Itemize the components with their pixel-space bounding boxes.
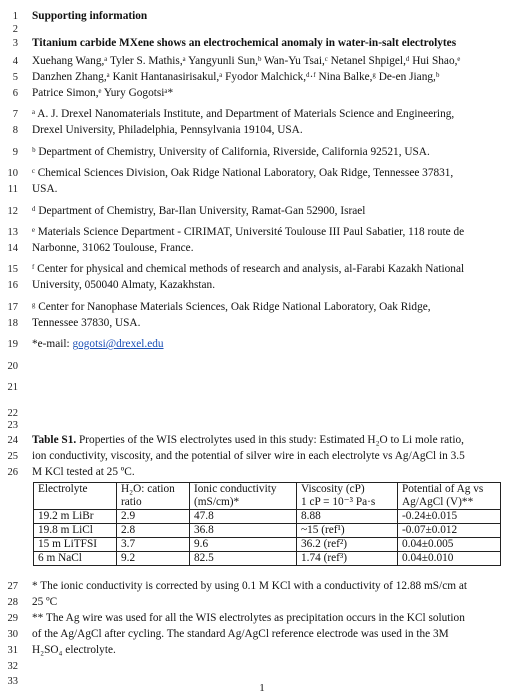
- table-cell: 19.8 m LiCl: [34, 524, 117, 538]
- table-row: [34, 552, 501, 566]
- affiliation-c-line-2: USA.: [32, 183, 58, 195]
- line-number: 7: [12, 109, 18, 120]
- table-cell: 1.74 (ref³): [297, 552, 398, 566]
- line-number: 15: [7, 264, 18, 275]
- line-number: 22: [7, 408, 18, 419]
- line-number: 24: [7, 435, 18, 446]
- line-number: 11: [7, 184, 18, 195]
- table-header-cell: [117, 483, 190, 510]
- line-number: 17: [7, 302, 18, 313]
- table-row: [34, 510, 501, 524]
- header-line: Electrolyte: [38, 483, 88, 495]
- header-line: H₂O: cation: [121, 483, 175, 495]
- line-number: 29: [7, 613, 18, 624]
- table-cell: 2.8: [117, 524, 190, 538]
- affiliation-a-line-1: ᵃ A. J. Drexel Nanomaterials Institute, and Department of Materials Science and Engineering,: [32, 108, 455, 120]
- header-line: 1 cP = 10⁻³ Pa·s: [301, 496, 376, 508]
- email-link[interactable]: gogotsi@drexel.edu: [72, 338, 164, 350]
- header-line: Ionic conductivity: [194, 483, 277, 495]
- table-cell: 6 m NaCl: [34, 552, 117, 566]
- affiliation-f-line-2: University, 050040 Almaty, Kazakhstan.: [32, 279, 216, 291]
- footnote-2-line-2: of the Ag/AgCl after cycling. The standard Ag/AgCl reference electrode was used in the 3M: [32, 628, 449, 640]
- line-number: 18: [7, 318, 18, 329]
- table-cell: 15 m LiTFSI: [34, 538, 117, 552]
- electrolyte-table: [33, 482, 501, 566]
- line-number: 6: [12, 88, 18, 99]
- line-number: 8: [12, 125, 18, 136]
- line-number: 25: [7, 451, 18, 462]
- table-cell: 8.88: [297, 510, 398, 524]
- affiliation-g-line-1: ᵍ Center for Nanophase Materials Sciences, Oak Ridge National Laboratory, Oak Ridge,: [32, 301, 431, 313]
- table-cell: 3.7: [117, 538, 190, 552]
- header-line: Viscosity (cP): [301, 483, 365, 495]
- table-header-cell: [297, 483, 398, 510]
- table-cell: 82.5: [190, 552, 297, 566]
- line-number: 2: [12, 24, 18, 35]
- line-number: 31: [7, 645, 18, 656]
- table-cell: 47.8: [190, 510, 297, 524]
- line-number: 33: [7, 676, 18, 687]
- affiliation-f-line-1: ᶠ Center for physical and chemical methods of research and analysis, al-Farabi Kazakh National: [32, 263, 465, 275]
- line-number: 9: [12, 147, 18, 158]
- table-cell: 19.2 m LiBr: [34, 510, 117, 524]
- line-number: 28: [7, 597, 18, 608]
- affiliation-g-line-2: Tennessee 37830, USA.: [32, 317, 141, 329]
- email-line: [32, 338, 502, 351]
- line-number: 5: [12, 72, 18, 83]
- email-label: *e-mail:: [32, 338, 73, 350]
- paper-title: Titanium carbide MXene shows an electrochemical anomaly in water-in-salt electrolytes: [32, 37, 457, 49]
- affiliation-e-line-2: Narbonne, 31062 Toulouse, France.: [32, 242, 194, 254]
- line-number: 19: [7, 339, 18, 350]
- header-line: ratio: [121, 496, 142, 508]
- authors-line-2: Danzhen Zhang,ᵃ Kanit Hantanasirisakul,ᵃ Fyodor Malchick,ᵈ·ᶠ Nina Balke,ᵍ De-en Jiang,ᵇ: [32, 71, 440, 83]
- footnote-2-line-3: H₂SO₄ electrolyte.: [32, 644, 116, 656]
- line-number: 10: [7, 168, 18, 179]
- table-header-cell: [190, 483, 297, 510]
- footnote-2-line-1: ** The Ag wire was used for all the WIS electrolytes as precipitation occurs in the KCl solution: [32, 612, 465, 624]
- table-cell: 36.2 (ref²): [297, 538, 398, 552]
- table-header-row: [34, 483, 501, 510]
- authors-line-1: Xuehang Wang,ᵃ Tyler S. Mathis,ᵃ Yangyunli Sun,ᵇ Wan-Yu Tsai,ᶜ Netanel Shpigel,ᵈ Hui Shao,ᵉ: [32, 55, 461, 67]
- table-cell: 9.6: [190, 538, 297, 552]
- line-number: 4: [12, 56, 18, 67]
- footnote-1-line-1: * The ionic conductivity is corrected by using 0.1 M KCl with a conductivity of 12.88 mS/cm at: [32, 580, 467, 592]
- header-line: Potential of Ag vs: [402, 483, 484, 495]
- affiliation-c-line-1: ᶜ Chemical Sciences Division, Oak Ridge National Laboratory, Oak Ridge, Tennessee 37831,: [32, 167, 454, 179]
- table-cell: 2.9: [117, 510, 190, 524]
- line-number: 14: [7, 243, 18, 254]
- footnote-1-line-2: 25 ºC: [32, 596, 58, 608]
- table-cell: 36.8: [190, 524, 297, 538]
- table-caption-line-3: M KCl tested at 25 ºC.: [32, 466, 135, 478]
- page-number: 1: [259, 682, 265, 694]
- table-row: [34, 524, 501, 538]
- line-number: 30: [7, 629, 18, 640]
- table-cell: -0.24±0.015: [398, 510, 501, 524]
- table-caption-line-1: [32, 434, 502, 447]
- table-cell: 0.04±0.010: [398, 552, 501, 566]
- table-caption-text: Properties of the WIS electrolytes used in this study: Estimated H₂O to Li mole ratio,: [76, 434, 464, 446]
- table-cell: ~15 (ref¹): [297, 524, 398, 538]
- line-number: 13: [7, 227, 18, 238]
- line-number: 21: [7, 382, 18, 393]
- affiliation-e-line-1: ᵉ Materials Science Department - CIRIMAT, Université Toulouse III Paul Sabatier, 118 route de: [32, 226, 465, 238]
- table-cell: 0.04±0.005: [398, 538, 501, 552]
- line-number: 16: [7, 280, 18, 291]
- affiliation-d: ᵈ Department of Chemistry, Bar-Ilan University, Ramat-Gan 52900, Israel: [32, 205, 366, 217]
- line-number: 26: [7, 467, 18, 478]
- table-header-cell: [398, 483, 501, 510]
- line-number: 3: [12, 38, 18, 49]
- line-number: 23: [7, 420, 18, 431]
- authors-line-3: Patrice Simon,ᵉ Yury Gogotsiᵃ*: [32, 87, 174, 99]
- affiliation-a-line-2: Drexel University, Philadelphia, Pennsylvania 19104, USA.: [32, 124, 303, 136]
- line-number: 20: [7, 361, 18, 372]
- line-number: 1: [12, 11, 18, 22]
- affiliation-b: ᵇ Department of Chemistry, University of California, Riverside, California 92521, USA.: [32, 146, 430, 158]
- table-header-cell: [34, 483, 117, 510]
- table-cell: -0.07±0.012: [398, 524, 501, 538]
- table-cell: 9.2: [117, 552, 190, 566]
- section-heading: Supporting information: [32, 10, 148, 22]
- header-line: (mS/cm)*: [194, 496, 240, 508]
- table-row: [34, 538, 501, 552]
- line-number: 27: [7, 581, 18, 592]
- line-number: 12: [7, 206, 18, 217]
- table-caption-label: Table S1.: [32, 434, 77, 446]
- line-number: 32: [7, 661, 18, 672]
- header-line: Ag/AgCl (V)**: [402, 496, 474, 508]
- table-caption-line-2: ion conductivity, viscosity, and the potential of silver wire in each electrolyte vs Ag/AgCl in 3.5: [32, 450, 465, 462]
